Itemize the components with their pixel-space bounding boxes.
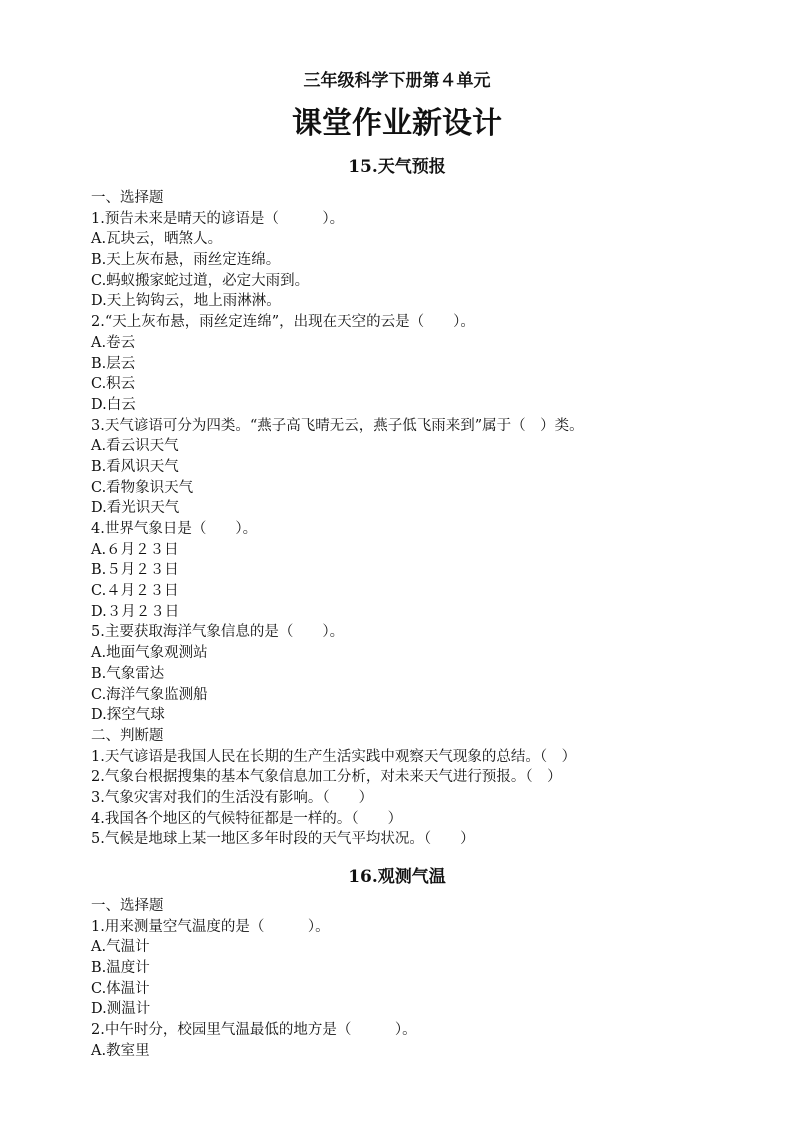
document-line: 3.气象灾害对我们的生活没有影响。（ ）: [91, 789, 374, 806]
document-line: B.层云: [91, 355, 136, 372]
section-title-observe-temperature: 16.观测气温: [348, 867, 446, 887]
document-line: A.地面气象观测站: [91, 645, 208, 662]
document-line: A.教室里: [91, 1042, 150, 1059]
document-line: C.积云: [91, 376, 136, 393]
document-line: C.体温计: [91, 980, 150, 997]
document-line: 4.世界气象日是（ ）。: [91, 521, 258, 537]
document-line: A.气温计: [91, 939, 150, 956]
document-line: 2.气象台根据搜集的基本气象信息加工分析，对未来天气进行预报。（ ）: [91, 769, 562, 786]
document-line: B.气象雷达: [91, 665, 165, 682]
document-line: B.天上灰布悬，雨丝定连绵。: [91, 252, 281, 269]
document-line: 二、判断题: [91, 727, 164, 744]
document-subtitle: 三年级科学下册第４单元: [303, 71, 491, 91]
document-line: 一、选择题: [91, 190, 164, 206]
section-observe-temperature: [91, 896, 731, 1062]
document-line: C.看物象识天气: [91, 479, 194, 496]
document-line: 2.“天上灰布悬，雨丝定连绵”，出现在天空的云是（ ）。: [91, 314, 475, 331]
document-line: A.卷云: [91, 334, 136, 351]
document-line: D.白云: [91, 396, 136, 413]
document-line: 3.天气谚语可分为四类。“燕子高飞晴无云，燕子低飞雨来到”属于（ ）类。: [91, 417, 584, 434]
document-line: B.温度计: [91, 960, 150, 977]
document-line: A.６月２３日: [91, 541, 179, 558]
document-line: D.３月２３日: [91, 603, 180, 620]
document-line: 5.气候是地球上某一地区多年时段的天气平均状况。（ ）: [91, 831, 475, 848]
section-weather-forecast: [91, 188, 731, 850]
document-line: A.瓦块云，晒煞人。: [91, 231, 223, 248]
document-line: C.蚂蚁搬家蛇过道，必定大雨到。: [91, 272, 310, 289]
document-line: 一、选择题: [91, 898, 164, 914]
document-content: [91, 154, 731, 1062]
document-line: B.５月２３日: [91, 562, 179, 579]
document-line: D.测温计: [91, 1001, 151, 1018]
document-line: B.看风识天气: [91, 458, 179, 475]
document-line: 1.天气谚语是我国人民在长期的生产生活实践中观察天气现象的总结。（ ）: [91, 748, 577, 765]
document-line: C.海洋气象监测船: [91, 686, 208, 703]
document-title: 课堂作业新设计: [292, 106, 502, 141]
document-line: A.看云识天气: [91, 438, 179, 455]
document-line: 4.我国各个地区的气候特征都是一样的。（ ）: [91, 810, 403, 827]
section-title-weather-forecast: 15.天气预报: [348, 157, 446, 177]
document-line: 1.用来测量空气温度的是（ ）。: [91, 918, 330, 935]
document-line: D.看光识天气: [91, 500, 180, 517]
document-line: C.４月２３日: [91, 583, 179, 600]
document-line: D.探空气球: [91, 707, 165, 724]
document-line: 2.中午时分，校园里气温最低的地方是（ ）。: [91, 1022, 417, 1039]
document-line: 5.主要获取海洋气象信息的是（ ）。: [91, 624, 345, 641]
document-line: D.天上钩钩云，地上雨淋淋。: [91, 293, 281, 310]
document-line: 1.预告未来是晴天的谚语是（ ）。: [91, 210, 345, 227]
